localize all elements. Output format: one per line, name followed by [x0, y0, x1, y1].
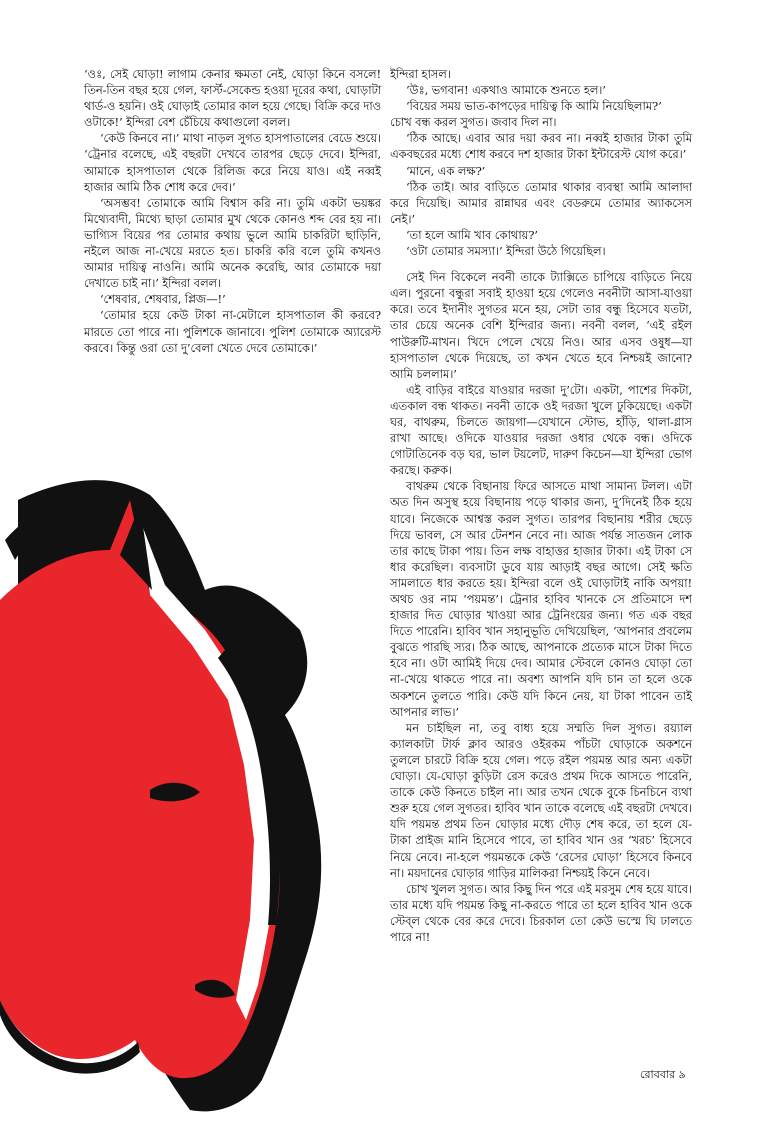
paragraph: ‘উঃ, ভগবান! একথাও আমাকে শুনতে হল।’ — [406, 83, 606, 98]
paragraph: ‘কেউ কিনবে না।’ মাথা নাড়ল সুগত হাসপাতালের বেডে শুয়ে। ‘ট্রেনার বলেছে, এই বছরটা দেখবে তারপর ছেড়ে দেবে। ইন্দিরা, আমাকে হাসপাতাল থেকে রিলিজ করে নিয়ে যাও। এই নব্বই হাজার আমি ঠিক শোধ করে দেব।’ — [84, 131, 381, 194]
paragraph: ‘তোমার হয়ে কেউ টাকা না-মেটালে হাসপাতাল কী করবে? মারতে তো পারে না। পুলিশকে জানাবে। পুলিশ তোমাকে অ্যারেস্ট করবে। কিন্তু ওরা তো দু’বেলা খেতে দেবে তোমাকে।’ — [84, 308, 381, 355]
paragraph: ‘ঠিক আছে। এবার আর দয়া করব না। নব্বই হাজার টাকা তুমি একবছরের মধ্যে শোধ করবে দশ হাজার টাকা ইন্টারেস্ট যোগ করে।’ — [390, 131, 692, 162]
paragraph: চোখ খুলল সুগত। আর কিছু দিন পরে এই মরসুম শেষ হয়ে যাবে। তার মধ্যে যদি পয়মন্ত কিছু না-করতে পারে তা হলে হাবিব খান ওকে স্টেব্‌ল থেকে বের করে দেবে। চিরকাল তো কেউ ভস্মে ঘি ঢালতে পারে না! — [390, 881, 692, 944]
paragraph: ‘মানে, এক লক্ষ?’ — [406, 163, 486, 178]
paragraph: ‘ঠিক তাই। আর বাড়িতে তোমার থাকার ব্যবস্থা আমি আলাদা করে দিয়েছি। আমার রান্নাঘর এবং বেডরুমে তোমার অ্যাকসেস নেই।’ — [390, 179, 692, 226]
paragraph: ‘ওটা তোমার সমস্যা।’ ইন্দিরা উঠে গিয়েছিল। — [406, 244, 606, 259]
paragraph: বাথরুম থেকে বিছানায় ফিরে আসতে মাথা সামান্য টলল। এটা অত দিন অসুস্থ হয়ে বিছানায় পড়ে থাকার জন্য, দু’দিনেই ঠিক হয়ে যাবে। নিজেকে আশ্বস্ত করল সুগত। তারপর বিছানায় শরীর ছেড়ে দিয়ে ভাবল, সে আর টেনশন নেবে না। আজ পর্যন্ত সাতজন লোক তার কাছে টাকা পায়। তিন লক্ষ বাহাত্তর হাজার টাকা। এই টাকা সে ধার করেছিল। ব্যবসাটা ডুবে যায় আড়াই বছর আগে। সেই ক্ষতি সামলাতে ধার করতে হয়। ইন্দিরা বলে ওই ঘোড়াটাই নাকি অপয়া! অথচ ওর নাম ‘পয়মন্ত’। ট্রেনার হাবিব খানকে সে প্রতিমাসে দশ হাজার দিত ঘোড়ার খাওয়া আর ট্রেনিংয়ের জন্য। গত এক বছর দিতে পারেনি। হাবিব খান সহানুভূতি দেখিয়েছিল, ‘আপনার প্রবলেম বুঝতে পারছি স্যর। ঠিক আছে, আপনাকে প্রত্যেক মাসে টাকা দিতে হবে না। ওটা আমিই দিয়ে দেব। আমার স্টেবলে কোনও ঘোড়া তো না-খেয়ে থাকতে পারে না। অবশ্য আপনি যদি চান তা হলে ওকে অকশনে তুলতে পারি। কেউ যদি কিনে নেয়, যা টাকা পাবেন তাই আপনার লাভ।’ — [390, 479, 692, 719]
article-column-right — [390, 66, 692, 945]
paragraph: ইন্দিরা হাসল। — [390, 67, 451, 81]
paragraph: ‘অসম্ভব! তোমাকে আমি বিশ্বাস করি না। তুমি একটা ভয়ঙ্কর মিথ্যেবাদী, মিথ্যে ছাড়া তোমার মুখ থেকে কোনও শব্দ বের হয় না। ভাগ্যিস বিয়ের পর তোমার কথায় ভুলে আমি চাকরিটা ছাড়িনি, নইলে আজ না-খেয়ে মরতে হত। চাকরি করি বলে তুমি কখনও আমার দায়িত্ব নাওনি। আমি অনেক করেছি, আর তোমাকে দয়া দেখাতে চাই না।’ ইন্দিরা বলল। — [84, 195, 381, 291]
paragraph: ‘শেষবার, শেষবার, প্লিজ—!’ — [100, 292, 226, 307]
paragraph: ‘ওঃ, সেই ঘোড়া! লাগাম কেনার ক্ষমতা নেই, ঘোড়া কিনে বসলে! তিন-তিন বছর হয়ে গেল, ফার্স্ট-সেকেন্ড হওয়া দূরের কথা, ঘোড়াটা থার্ড-ও হয়নি। ওই ঘোড়াই তোমার কাল হয়ে গেছে। বিক্রি করে দাও ওটাকে!’ ইন্দিরা বেশ চেঁচিয়ে কথাগুলো বলল। — [84, 67, 381, 130]
paragraph: এই বাড়ির বাইরে যাওয়ার দরজা দু’টো। একটা, পাশের দিকটা, এতকাল বন্ধ থাকত। নবনী তাকে ওই দরজা খুলে ঢুকিয়েছে। একটা ঘর, বাথরুম, চিলতে জায়গা—যেখানে স্টোভ, হাঁড়ি, থালা-গ্লাস রাখা আছে। ওদিকে যাওয়ার দরজা ওধার থেকে বন্ধ। ওদিকে গোটাতিনেক বড় ঘর, ভাল টয়লেট, দারুণ কিচেন—যা ইন্দিরা ভোগ করছে। করুক। — [390, 382, 692, 478]
paragraph: মন চাইছিল না, তবু বাধ্য হয়ে সম্মতি দিল সুগত। রয়্যাল ক্যালকাটা টার্ফ ক্লাব আরও ওইরকম পাঁচটা ঘোড়াকে অকশনে তুললে চারটে বিক্রি হয়ে গেল। পড়ে রইল পয়মন্ত আর অন্য একটা ঘোড়া। যে-ঘোড়া কুড়িটা রেস করেও প্রথম দিকে আসতে পারেনি, তাকে কেউ কিনতে চাইল না। আর তখন থেকে বুকে চিনচিনে ব্যথা শুরু হয়ে গেল সুগতর। হাবিব খান তাকে বলেছে এই বছরটা দেখবে। যদি পয়মন্ত প্রথম তিন ঘোড়ার মধ্যে দৌড় শেষ করে, তা হলে যে-টাকা প্রাইজ মানি হিসেবে পাবে, তা হাবিব খান ওর ‘খরচ’ হিসেবে নিয়ে নেবে। না-হলে পয়মন্তকে কেউ ‘রেসের ঘোড়া’ হিসেবে কিনবে না। ময়দানের ঘোড়ার গাড়ির মালিকরা নিশ্চয়ই কিনে নেবে। — [390, 720, 692, 880]
paragraph: সেই দিন বিকেলে নবনী তাকে ট্যাক্সিতে চাপিয়ে বাড়িতে নিয়ে এল। পুরনো বন্ধুরা সবাই হাওয়া হয়ে গেলেও নবনীটা আসা-যাওয়া করে। তবে ইদানীং সুগতর মনে হয়, সেটা তার বন্ধু হিসেবে যতটা, তার চেয়ে অনেক বেশি ইন্দিরার জন্য। নবনী বলল, ‘এই রইল পাউরুটি-মাখন। খিদে পেলে খেয়ে নিও। আর এসব ওষুধ—যা হাসপাতাল থেকে দিয়েছে, তা কখন খেতে হবে নিশ্চয়ই জানো? আমি চললাম।’ — [390, 270, 692, 381]
article-column-left — [84, 66, 381, 356]
paragraph: ‘তা হলে আমি খাব কোথায়?’ — [406, 227, 538, 242]
horse-head-icon — [0, 480, 380, 1120]
paragraph: ‘বিয়ের সময় ভাত-কাপড়ের দায়িত্ব কি আমি নিয়েছিলাম?’ — [406, 99, 662, 114]
page-footer: রোববার ৯ — [640, 1068, 686, 1081]
horse-head-illustration — [0, 480, 380, 1120]
paragraph: চোখ বন্ধ করল সুগত। জবাব দিল না। — [390, 115, 557, 130]
